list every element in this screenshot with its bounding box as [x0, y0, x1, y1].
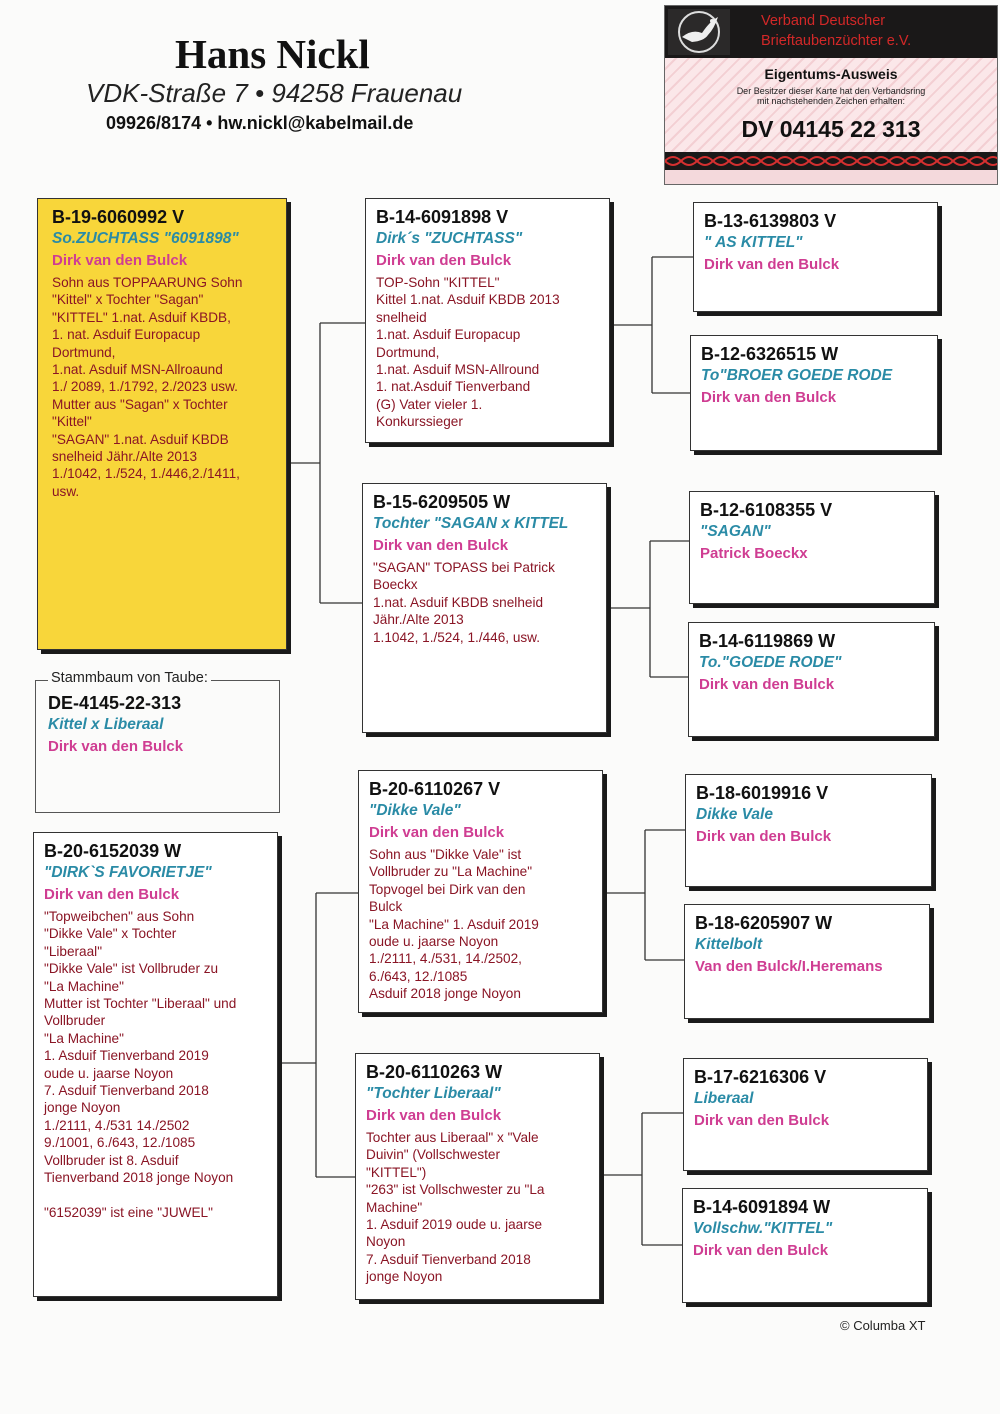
breeder: Patrick Boeckx: [700, 545, 808, 562]
ring-number: B-12-6108355 V: [700, 500, 833, 520]
pigeon-name: "Dikke Vale": [369, 802, 461, 819]
card-text-line2: mit nachstehenden Zeichen erhalten:: [756, 96, 906, 106]
pigeon-name: "SAGAN": [700, 523, 771, 540]
ring-number: B-12-6326515 W: [701, 344, 839, 364]
breeder: Dirk van den Bulck: [369, 824, 505, 841]
owner-name: Hans Nickl: [175, 31, 370, 77]
breeder: Dirk van den Bulck: [44, 886, 180, 903]
great-grandparent-box-mmm: [682, 1188, 928, 1303]
ring-number: B-13-6139803 V: [704, 211, 837, 231]
great-grandparent-box-fmm: [688, 622, 935, 737]
maternal-grandfather-box: [358, 770, 603, 1013]
ring-number: B-14-6119869 W: [699, 631, 836, 651]
owner-address: VDK-Straße 7 • 94258 Frauenau: [86, 78, 463, 108]
subject-content: [48, 693, 183, 758]
ring-number: B-20-6110263 W: [366, 1062, 503, 1082]
breeder: Dirk van den Bulck: [694, 1112, 830, 1129]
subject-ring-number: DE-4145-22-313: [48, 693, 182, 713]
pigeon-name: "Tochter Liberaal": [366, 1085, 501, 1102]
ring-number: B-18-6205907 W: [695, 913, 833, 933]
breeder: Dirk van den Bulck: [376, 252, 512, 269]
description: "SAGAN" TOPASS bei Patrick Boeckx 1.nat. Asduif KBDB snelheid Jähr./Alte 2013 1.1042, 1./524, 1./446, usw.: [373, 560, 555, 645]
breeder: Van den Bulck/I.Heremans: [695, 958, 883, 975]
breeder: Dirk van den Bulck: [373, 537, 509, 554]
subject-name: Kittel x Liberaal: [48, 716, 164, 733]
card-text-line1: Der Besitzer dieser Karte hat den Verbandsring: [736, 86, 926, 96]
card-title: Eigentums-Ausweis: [764, 66, 898, 82]
great-grandparent-box-fff: [693, 202, 938, 312]
pigeon-name: So.ZUCHTASS "6091898": [52, 230, 239, 247]
breeder: Dirk van den Bulck: [696, 828, 832, 845]
great-grandparent-box-fmf: [689, 491, 935, 604]
pigeon-name: Vollschw."KITTEL": [693, 1220, 833, 1237]
breeder: Dirk van den Bulck: [693, 1242, 829, 1259]
pigeon-name: To"BROER GOEDE RODE: [701, 367, 893, 384]
description: Sohn aus TOPPAARUNG Sohn "Kittel" x Tochter "Sagan" "KITTEL" 1.nat. Asduif KBDB, 1. nat. Asduif Europacup Dortmund, 1.nat. Asduif MSN-Allroaund 1./ 2089, 1./1792, 2./2023 usw. Mutter aus "Sagan" x Tochter "Kittel" "SAGAN" 1.nat. Asduif KBDB snelheid Jähr./Alte 2013 1./1042, 1./524, 1./446,2./1411, usw.: [52, 275, 243, 499]
ring-number: B-20-6152039 W: [44, 841, 182, 861]
paternal-grandfather-box: [365, 198, 610, 443]
great-grandparent-box-mmf: [683, 1058, 928, 1171]
great-grandparent-box-ffm: [690, 335, 938, 451]
owner-contact: 09926/8174 • hw.nickl@kabelmail.de: [106, 113, 414, 133]
great-grandparent-box-mff: [685, 774, 932, 887]
breeder: Dirk van den Bulck: [704, 256, 840, 273]
maternal-grandmother-box: [355, 1053, 600, 1300]
ring-number: B-20-6110267 V: [369, 779, 501, 799]
description: Tochter aus Liberaal" x "Vale Duivin" (Vollschwester "KITTEL") "263" ist Vollschwester zu "La Machine" 1. Asduif 2019 oude u. jaarse Noyon 7. Asduif Tienverband 2018 jonge Noyon: [366, 1130, 545, 1285]
ring-number: B-14-6091894 W: [693, 1197, 831, 1217]
ring-number: B-15-6209505 W: [373, 492, 511, 512]
breeder: Dirk van den Bulck: [701, 389, 837, 406]
copyright: © Columba XT: [840, 1318, 926, 1333]
subject-box: [35, 680, 280, 813]
description: TOP-Sohn "KITTEL" Kittel 1.nat. Asduif KBDB 2013 snelheid 1.nat. Asduif Europacup Dortmund, 1.nat. Asduif MSN-Allround 1. nat.Asduif Tienverband (G) Vater vieler 1. Konkurssieger: [376, 275, 560, 430]
description: "Topweibchen" aus Sohn "Dikke Vale" x Tochter "Liberaal" "Dikke Vale" ist Vollbruder zu "La Machine" Mutter ist Tochter "Liberaal" und Vollbruder "La Machine" 1. Asduif Tienverband 2019 oude u. jaarse Noyon 7. Asduif Tienverband 2018 jonge Noyon 1./2111, 4./531 14./2502 9./1001, 6./643, 12./1085 Vollbruder ist 8. Asduif Tienverband 2018 jonge Noyon "6152039" ist eine "JUWEL": [44, 909, 237, 1220]
ring-number: B-17-6216306 V: [694, 1067, 827, 1087]
pigeon-name: Dikke Vale: [696, 806, 773, 823]
great-grandparent-box-mfm: [684, 904, 930, 1019]
pigeon-name: Liberaal: [694, 1090, 754, 1107]
card-ring-number: DV 04145 22 313: [741, 116, 921, 142]
paternal-grandmother-box: [362, 483, 607, 733]
mother-box: [33, 832, 278, 1297]
subject-breeder: Dirk van den Bulck: [48, 738, 184, 755]
father-box: [37, 198, 287, 650]
card-org-line2: Brieftaubenzüchter e.V.: [761, 33, 912, 49]
pigeon-name: " AS KITTEL": [704, 234, 803, 251]
pigeon-name: To."GOEDE RODE": [699, 654, 842, 671]
ring-number: B-19-6060992 V: [52, 207, 185, 227]
breeder: Dirk van den Bulck: [366, 1107, 502, 1124]
ring-number: B-14-6091898 V: [376, 207, 509, 227]
pigeon-name: Dirk´s "ZUCHTASS": [376, 230, 523, 247]
breeder: Dirk van den Bulck: [699, 676, 835, 693]
breeder: Dirk van den Bulck: [52, 252, 188, 269]
ring-number: B-18-6019916 V: [696, 783, 829, 803]
subject-label: Stammbaum von Taube:: [48, 670, 211, 686]
pigeon-name: "DIRK`S FAVORIETJE": [44, 864, 212, 881]
card-org-line1: Verband Deutscher: [761, 13, 886, 29]
pigeon-name: Kittelbolt: [695, 936, 763, 953]
pigeon-name: Tochter "SAGAN x KITTEL: [373, 515, 569, 532]
description: Sohn aus "Dikke Vale" ist Vollbruder zu "La Machine" Topvogel bei Dirk van den Bulck "La Machine" 1. Asduif 2019 oude u. jaarse Noyon 1./2111, 4./531, 14./2502, 6./643, 12./1085 Asduif 2018 jonge Noyon: [369, 847, 539, 1002]
